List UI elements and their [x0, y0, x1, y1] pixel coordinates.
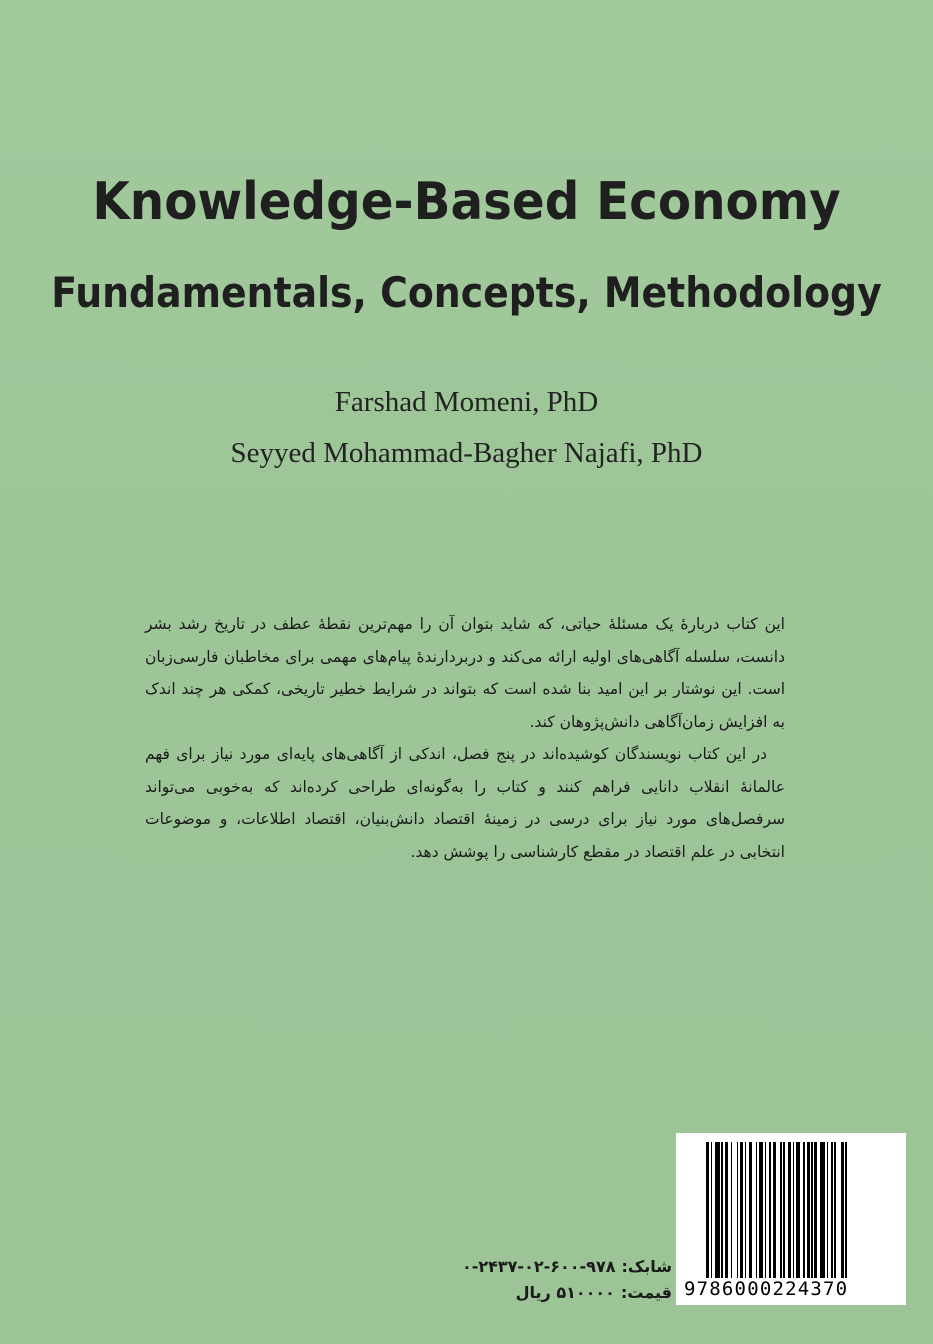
- price-line: [516, 1283, 672, 1302]
- barcode-bar: [847, 1142, 850, 1278]
- book-description: [145, 608, 785, 868]
- isbn-label: شابک:: [621, 1257, 672, 1276]
- barcode-digits: 9786000224370: [684, 1278, 849, 1300]
- barcode-bars: [706, 1142, 884, 1278]
- description-paragraph: در این کتاب نویسندگان کوشیده‌اند در پنج فصل، اندکی از آگاهی‌های پایه‌ای مورد نیاز برای فهم عالمانهٔ انقلاب دانایی فراهم کنند و کتاب را به‌گونه‌ای طراحی کرده‌اند که به‌خوبی می‌تواند سرفصل‌های مورد نیاز برای درسی در زمینهٔ اقتصاد دانش‌بنیان، اقتصاد اطلاعات، و موضوعات انتخابی در علم اقتصاد در مقطع کارشناسی را پوشش دهد.: [145, 745, 785, 861]
- isbn-value: ۹۷۸-۶۰۰-۰۲-۲۴۳۷-۰: [461, 1257, 616, 1276]
- price-label: قیمت:: [620, 1283, 672, 1302]
- book-subtitle: Fundamentals, Concepts, Methodology: [51, 268, 882, 317]
- isbn-line: [462, 1257, 672, 1276]
- barcode: [676, 1133, 906, 1305]
- description-paragraph: این کتاب دربارهٔ یک مسئلهٔ حیاتی، که شاید بتوان آن را مهم‌ترین نقطهٔ عطف در تاریخ رشد بشر دانست، سلسله آگاهی‌های اولیه ارائه می‌کند و دربردارندهٔ پیام‌های مهمی برای مخاطبان فارسی‌زبان است. این نوشتار بر این امید بنا شده است که بتواند در شرایط خطیر تاریخی، کمکی هر چند اندک به افزایش زمان‌آگاهی دانش‌پژوهان کند.: [145, 615, 785, 731]
- price-value: ۵۱۰۰۰۰ ریال: [515, 1283, 615, 1302]
- author-name: Seyyed Mohammad-Bagher Najafi, PhD: [230, 437, 703, 469]
- book-title: Knowledge-Based Economy: [92, 172, 841, 232]
- author-name: Farshad Momeni, PhD: [334, 386, 599, 418]
